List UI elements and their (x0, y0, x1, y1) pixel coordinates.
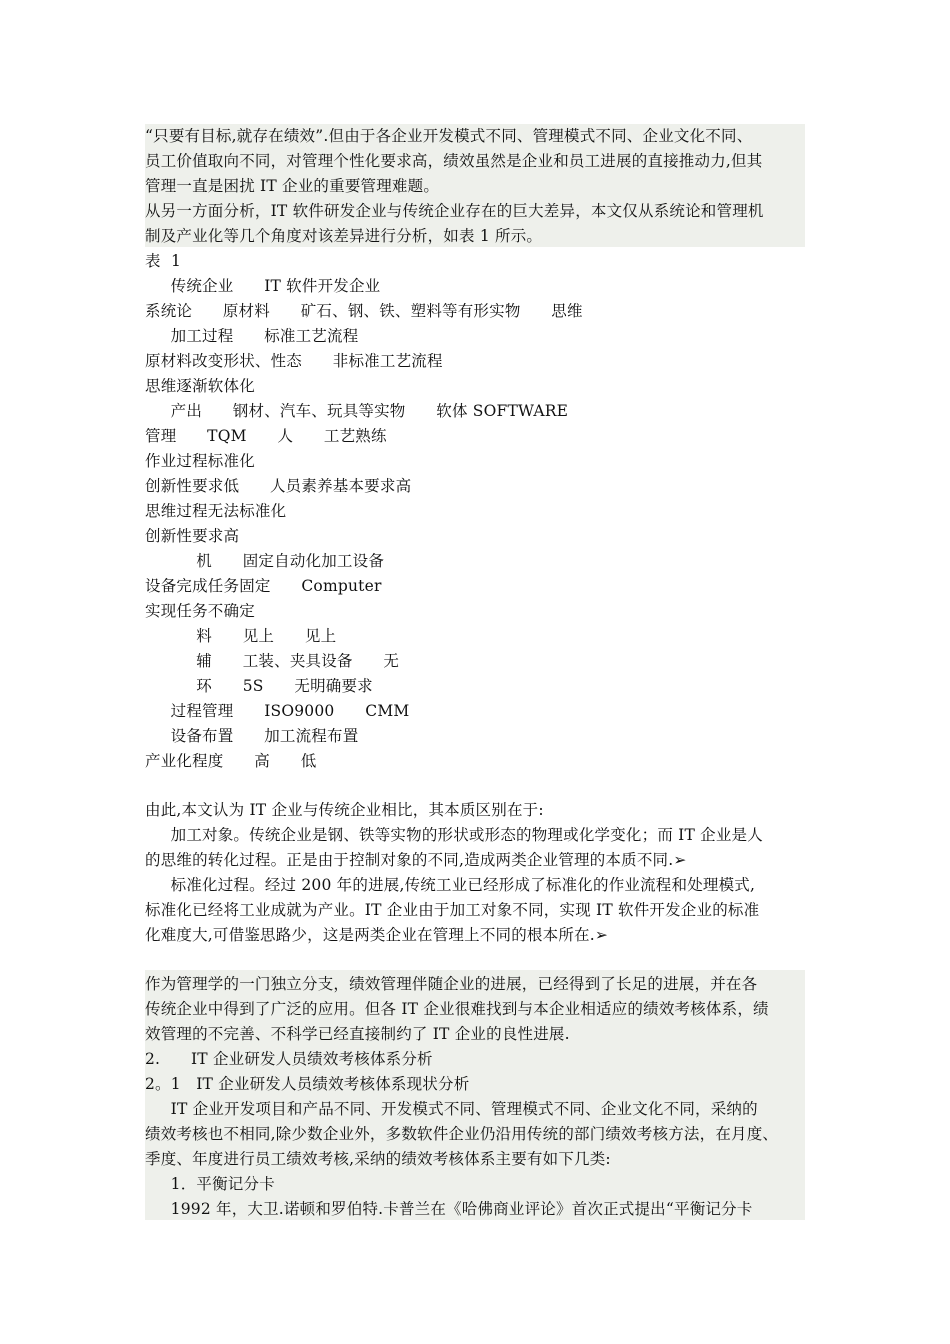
table-caption: 表 1 (145, 252, 182, 270)
table-row: 过程管理 ISO9000 CMM (145, 702, 410, 720)
table-row: 创新性要求低 人员素养基本要求高 (145, 477, 412, 495)
table-row: 实现任务不确定 (145, 602, 255, 620)
table-row: 作业过程标准化 (145, 452, 255, 470)
table-row: 系统论 原材料 矿石、钢、铁、塑料等有形实物 思维 (145, 302, 583, 320)
text-line: 作为管理学的一门独立分支，绩效管理伴随企业的进展，已经得到了长足的进展，并在各 (145, 975, 758, 993)
table-row: 设备完成任务固定 Computer (145, 577, 382, 595)
text-line: 效管理的不完善、不科学已经直接制约了 IT 企业的良性进展. (145, 1025, 570, 1043)
table-row: 传统企业 IT 软件开发企业 (145, 277, 381, 295)
table-row: 加工过程 标准工艺流程 (145, 327, 359, 345)
text-line: 化难度大,可借鉴思路少，这是两类企业在管理上不同的根本所在.➢ (145, 926, 609, 944)
text-line: “只要有目标,就存在绩效”.但由于各企业开发模式不同、管理模式不同、企业文化不同、 (145, 127, 753, 145)
text-line: 加工对象。传统企业是钢、铁等实物的形状或形态的物理或化学变化；而 IT 企业是人 (145, 826, 763, 844)
text-line: 制及产业化等几个角度对该差异进行分析，如表 1 所示。 (145, 227, 543, 245)
section-heading: 2. IT 企业研发人员绩效考核体系分析 (145, 1050, 433, 1068)
text-line: 标准化过程。经过 200 年的进展,传统工业已经形成了标准化的作业流程和处理模式, (145, 876, 756, 894)
table-row: 设备布置 加工流程布置 (145, 727, 359, 745)
table-row: 思维过程无法标准化 (145, 502, 287, 520)
table-row: 机 固定自动化加工设备 (145, 552, 385, 570)
text-line: 由此,本文认为 IT 企业与传统企业相比，其本质区别在于: (145, 801, 544, 819)
subsection-heading: 2。1 IT 企业研发人员绩效考核体系现状分析 (145, 1075, 470, 1093)
text-line: 传统企业中得到了广泛的应用。但各 IT 企业很难找到与本企业相适应的绩效考核体系，绩 (145, 1000, 769, 1018)
table-row: 创新性要求高 (145, 527, 240, 545)
text-line: 管理一直是困扰 IT 企业的重要管理难题。 (145, 177, 440, 195)
text-line: 1992 年，大卫.诺顿和罗伯特.卡普兰在《哈佛商业评论》首次正式提出“平衡记分卡 (145, 1200, 753, 1218)
text-line: 员工价值取向不同，对管理个性化要求高，绩效虽然是企业和员工进展的直接推动力,但其 (145, 152, 763, 170)
table-row: 环 5S 无明确要求 (145, 677, 373, 695)
table-row: 原材料改变形状、性态 非标准工艺流程 (145, 352, 443, 370)
text-line: 季度、年度进行员工绩效考核,采纳的绩效考核体系主要有如下几类: (145, 1150, 611, 1168)
text-line: IT 企业开发项目和产品不同、开发模式不同、管理模式不同、企业文化不同，采纳的 (145, 1100, 758, 1118)
table-row: 辅 工装、夹具设备 无 (145, 652, 400, 670)
table-row: 料 见上 见上 (145, 627, 337, 645)
text-line: 标准化已经将工业成就为产业。IT 企业由于加工对象不同，实现 IT 软件开发企业的标准 (145, 901, 760, 919)
table-row: 产业化程度 高 低 (145, 752, 317, 770)
text-line: 从另一方面分析，IT 软件研发企业与传统企业存在的巨大差异，本文仅从系统论和管理机 (145, 202, 764, 220)
list-item-heading: 1．平衡记分卡 (145, 1175, 275, 1193)
table-row: 产出 钢材、汽车、玩具等实物 软体 SOFTWARE (145, 402, 569, 420)
text-line: 的思维的转化过程。正是由于控制对象的不同,造成两类企业管理的本质不同.➢ (145, 851, 687, 869)
table-row: 管理 TQM 人 工艺熟练 (145, 427, 387, 445)
text-line: 绩效考核也不相同,除少数企业外，多数软件企业仍沿用传统的部门绩效考核方法，在月度、 (145, 1125, 779, 1143)
table-row: 思维逐渐软体化 (145, 377, 255, 395)
